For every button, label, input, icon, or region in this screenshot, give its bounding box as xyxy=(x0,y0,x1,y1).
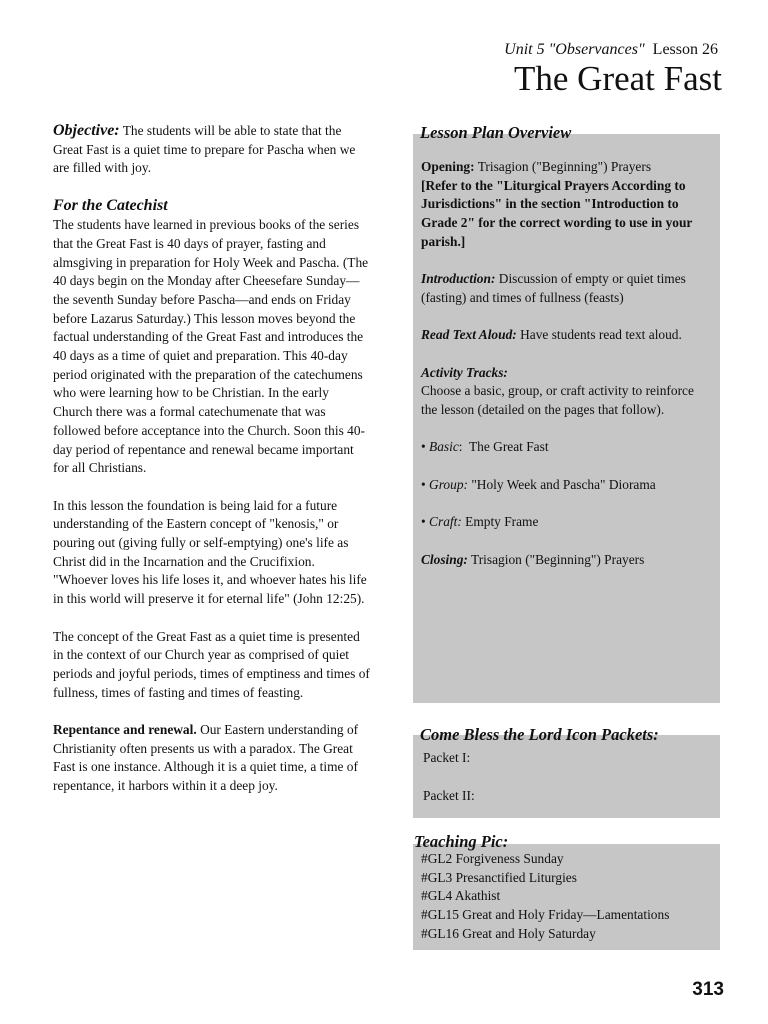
unit-lesson-line xyxy=(504,40,718,60)
lesson-plan-heading: Lesson Plan Overview xyxy=(420,123,572,142)
craft-track: • Craft: Empty Frame xyxy=(421,514,539,530)
opening-text: Trisagion ("Beginning") Prayers xyxy=(477,159,652,174)
closing-item xyxy=(421,551,711,570)
read-aloud-text: Have students read text aloud. xyxy=(520,327,682,343)
basic-track: • Basic: The Great Fast xyxy=(421,439,549,455)
teaching-pic-heading: Teaching Pic: xyxy=(414,832,509,851)
packet-2: Packet II: xyxy=(423,788,475,803)
craft-text: Empty Frame xyxy=(465,514,539,530)
page-number: 313 xyxy=(692,979,724,1000)
catechist-paragraph-4 xyxy=(53,721,371,796)
teaching-pic-item: #GL2 Forgiveness Sunday xyxy=(421,851,564,866)
activity-tracks-text: Choose a basic, group, or craft activity to reinforce the lesson (detailed on the pages that follow). xyxy=(421,383,694,418)
objective-label: Objective: xyxy=(53,122,120,139)
group-track: • Group: "Holy Week and Pascha" Diorama xyxy=(421,476,656,492)
activity-tracks-label: Activity Tracks: xyxy=(421,364,508,380)
craft-label: Craft: xyxy=(429,514,462,530)
teaching-pic-item: #GL4 Akathist xyxy=(421,888,501,904)
basic-text: The Great Fast xyxy=(468,439,549,455)
repentance-label: Repentance and renewal. xyxy=(53,722,197,738)
read-aloud-item xyxy=(421,326,711,345)
opening-item xyxy=(421,158,711,177)
closing-label: Closing: xyxy=(421,551,468,567)
teaching-pic-item: #GL16 Great and Holy Saturday xyxy=(421,925,596,941)
catechist-heading: For the Catechist xyxy=(53,197,168,215)
teaching-pic-item: #GL3 Presanctified Liturgies xyxy=(421,869,577,885)
closing-text: Trisagion ("Beginning") Prayers xyxy=(471,551,645,567)
basic-label: Basic xyxy=(429,439,459,455)
opening-note: [Refer to the "Liturgical Prayers According to Jurisdictions" in the section "Introduction to Grade 2" for the correct wording to use in your parish.] xyxy=(421,177,693,249)
objective xyxy=(53,122,371,178)
page-title: The Great Fast xyxy=(514,59,722,98)
objective-text: The students will be able to state that the Great Fast is a quiet time to prepare for Pascha when we are filled with joy. xyxy=(53,123,356,176)
unit-label: Unit 5 "Observances" xyxy=(504,41,645,58)
lesson-number: Lesson 26 xyxy=(652,41,718,58)
introduction-label: Introduction: xyxy=(421,271,496,287)
catechist-paragraph-2: In this lesson the foundation is being laid for a future understanding of the Eastern concept of "kenosis," or pouring out (giving fully or self-emptying) one's life as Christ did in the Incarnation and the Crucifixion. "Whoever loves his life loses it, and whoever hates his life in this world will preserve it for eternal life" (John 12:25). xyxy=(53,497,367,607)
packet-1: Packet I: xyxy=(423,750,471,765)
teaching-pic-list xyxy=(421,850,716,944)
introduction-item xyxy=(421,270,711,307)
opening-label: Opening: xyxy=(421,159,475,174)
group-text: "Holy Week and Pascha" Diorama xyxy=(471,476,656,492)
lesson-plan-content xyxy=(421,158,711,569)
left-column xyxy=(53,122,371,796)
group-label: Group: xyxy=(429,476,468,492)
icon-packets-heading: Come Bless the Lord Icon Packets: xyxy=(420,725,659,744)
catechist-paragraph-3: The concept of the Great Fast as a quiet time is presented in the context of our Church year as comprised of quiet periods and joyful periods, times of emptiness and times of fullness, times of fasting and times of feasting. xyxy=(53,628,370,700)
repentance-text: Our Eastern understanding of Christianity often presents us with a paradox. The Great Fast is one instance. Although it is a quiet time, a time of repentance, it harbors within it a deep joy. xyxy=(53,722,359,794)
icon-packets-box xyxy=(413,735,720,818)
catechist-paragraph-1: The students have learned in previous books of the series that the Great Fast is 40 days of prayer, fasting and almsgiving in preparation for Holy Week and Pascha. (The 40 days begin on the Monday after Cheesefare Sunday—the seventh Sunday before Pascha—and ends on Friday before Lazarus Saturday.) This lesson moves beyond the factual understanding of the Great Fast and introduces the 40 days as a time of quiet and preparation. This 40-day period originated with the preparation of the catechumens who were learning how to be Christian. In the early Church there was a formal catechumenate that was followed before acceptance into the Church. Soon this 40-day period of repentance and renewal became important for all Christians. xyxy=(53,217,369,476)
read-aloud-label: Read Text Aloud: xyxy=(421,327,517,343)
introduction-text: Discussion of empty or quiet times (fasting) and times of fullness (feasts) xyxy=(421,271,686,305)
teaching-pic-item: #GL15 Great and Holy Friday—Lamentations xyxy=(421,907,670,923)
